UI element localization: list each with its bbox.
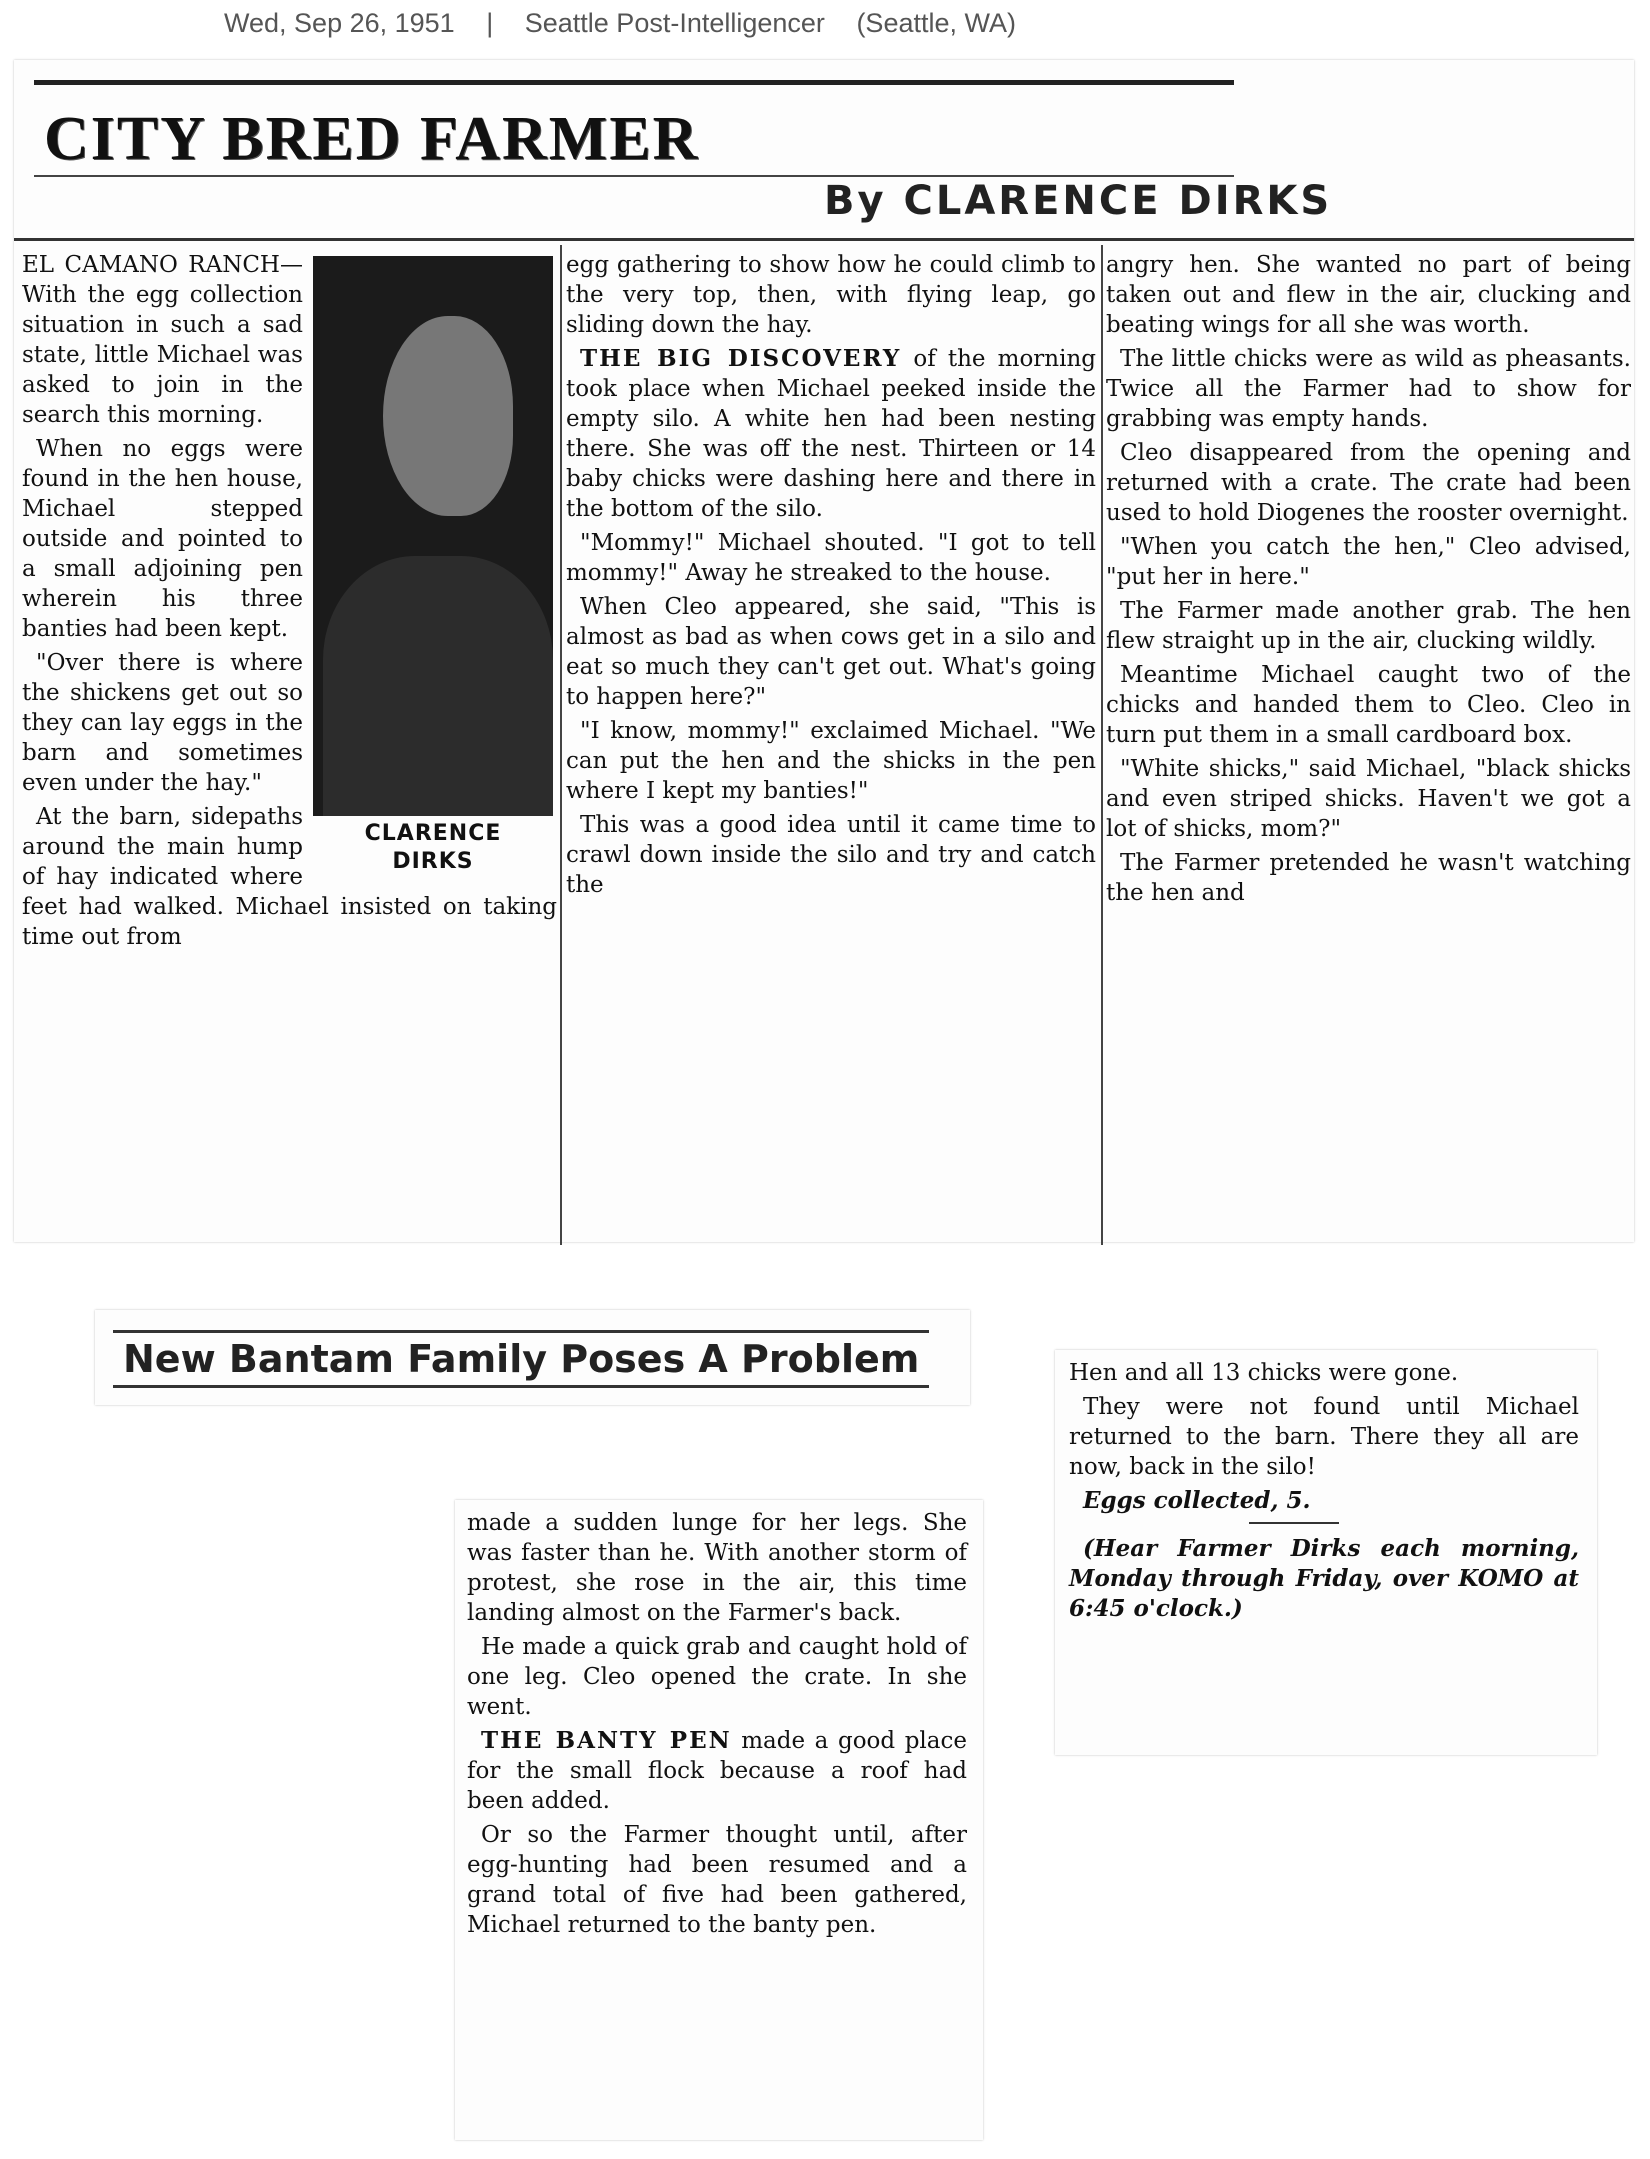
continuation-clipping (455, 1500, 983, 2140)
main-article-clipping (14, 60, 1634, 1242)
ending-column (1069, 1358, 1579, 1628)
jump-headline: New Bantam Family Poses A Problem (113, 1330, 929, 1388)
paragraph: angry hen. She wanted no part of being taken out and flew in the air, clucking and beating wings for all she was worth. (1106, 252, 1631, 338)
paragraph: The Farmer made another grab. The hen flew straight up in the air, clucking wildly. (1106, 598, 1631, 654)
paragraph: When no eggs were found in the hen house, Michael stepped outside and pointed to a small adjoining pen wherein his three banties had been kept. (22, 436, 303, 642)
continuation-column (467, 1508, 967, 1944)
separator: | (486, 8, 494, 38)
paragraph (467, 1726, 967, 1816)
paragraph: When Cleo appeared, she said, "This is almost as bad as when cows get in a silo and eat so much they can't get out. What's going to happen here?" (566, 594, 1096, 710)
paragraph: The little chicks were as wild as pheasants. Twice all the Farmer had to show for grabbing was empty hands. (1106, 346, 1631, 432)
headline: CITY BRED FARMER (44, 105, 700, 173)
paragraph: This was a good idea until it came time to crawl down inside the silo and try and catch the (566, 812, 1096, 898)
paragraph: made a sudden lunge for her legs. She was faster than he. With another storm of protest, she rose in the air, this time landing almost on the Farmer's back. (467, 1510, 967, 1626)
ending-clipping (1055, 1350, 1597, 1755)
paragraph: egg gathering to show how he could climb to the very top, then, with flying leap, go sliding down the hay. (566, 252, 1096, 338)
paragraph: They were not found until Michael returned to the barn. There they all are now, back in the silo! (1069, 1394, 1579, 1480)
subhead: THE BANTY PEN (481, 1727, 732, 1754)
location-text: (Seattle, WA) (856, 8, 1016, 38)
paragraph: Cleo disappeared from the opening and returned with a crate. The crate had been used to hold Diogenes the rooster overnight. (1106, 440, 1631, 526)
paragraph: He made a quick grab and caught hold of one leg. Cleo opened the crate. In she went. (467, 1634, 967, 1720)
paragraph: "Over there is where the shickens get out so they can lay eggs in the barn and sometimes even under the hay." (22, 650, 303, 796)
paragraph: EL CAMANO RANCH—With the egg collection situation in such a sad state, little Michael was asked to join in the search this morning. (22, 252, 303, 428)
caption-line-2: DIRKS (392, 849, 474, 874)
paragraph (566, 344, 1096, 524)
headline-rule (14, 238, 1634, 241)
article-column-1 (22, 250, 557, 956)
paragraph: Meantime Michael caught two of the chicks and handed them to Cleo. Cleo in turn put them in a small cardboard box. (1106, 662, 1631, 748)
paragraph: Or so the Farmer thought until, after egg-hunting had been resumed and a grand total of five had been gathered, Michael returned to the banty pen. (467, 1822, 967, 1938)
caption-line-1: CLARENCE (364, 821, 502, 846)
paragraph: Hen and all 13 chicks were gone. (1069, 1360, 1459, 1386)
paragraph: "I know, mommy!" exclaimed Michael. "We can put the hen and the shicks in the pen where I kept my banties!" (566, 718, 1096, 804)
radio-promo: (Hear Farmer Dirks each morning, Monday through Friday, over KOMO at 6:45 o'clock.) (1069, 1535, 1579, 1622)
article-column-2 (566, 250, 1096, 904)
source-header (0, 8, 1240, 39)
column-divider (560, 245, 562, 1245)
publication-name: Seattle Post-Intelligencer (524, 8, 825, 38)
photo-caption (313, 820, 553, 876)
author-portrait-image (313, 256, 553, 816)
byline: By CLARENCE DIRKS (824, 178, 1333, 224)
column-divider (1101, 245, 1103, 1245)
author-photo (313, 256, 553, 876)
eggs-collected: Eggs collected, 5. (1083, 1487, 1311, 1514)
paragraph: "When you catch the hen," Cleo advised, "put her in here." (1106, 534, 1631, 590)
date-text: Wed, Sep 26, 1951 (224, 8, 455, 38)
paragraph: At the barn, sidepaths around the main hump of hay indicated where feet had walked. Michael insisted on taking time out from (22, 804, 557, 950)
divider-rule (1249, 1522, 1339, 1524)
paragraph: "White shicks," said Michael, "black shicks and even striped shicks. Haven't we got a lot of shicks, mom?" (1106, 756, 1631, 842)
subhead-continuation: of the morning took place when Michael peeked inside the empty silo. A white hen had been nesting there. She was off the nest. Thirteen or 14 baby chicks were dashing here and there in the bottom of the silo. (566, 346, 1096, 522)
jump-headline-clipping (95, 1310, 970, 1405)
subhead-continuation: made a good place for the small flock because a roof had been added. (467, 1728, 967, 1814)
subhead: THE BIG DISCOVERY (580, 345, 902, 372)
paragraph: The Farmer pretended he wasn't watching the hen and (1106, 850, 1631, 906)
paragraph: "Mommy!" Michael shouted. "I got to tell mommy!" Away he streaked to the house. (566, 530, 1096, 586)
article-column-3 (1106, 250, 1631, 912)
